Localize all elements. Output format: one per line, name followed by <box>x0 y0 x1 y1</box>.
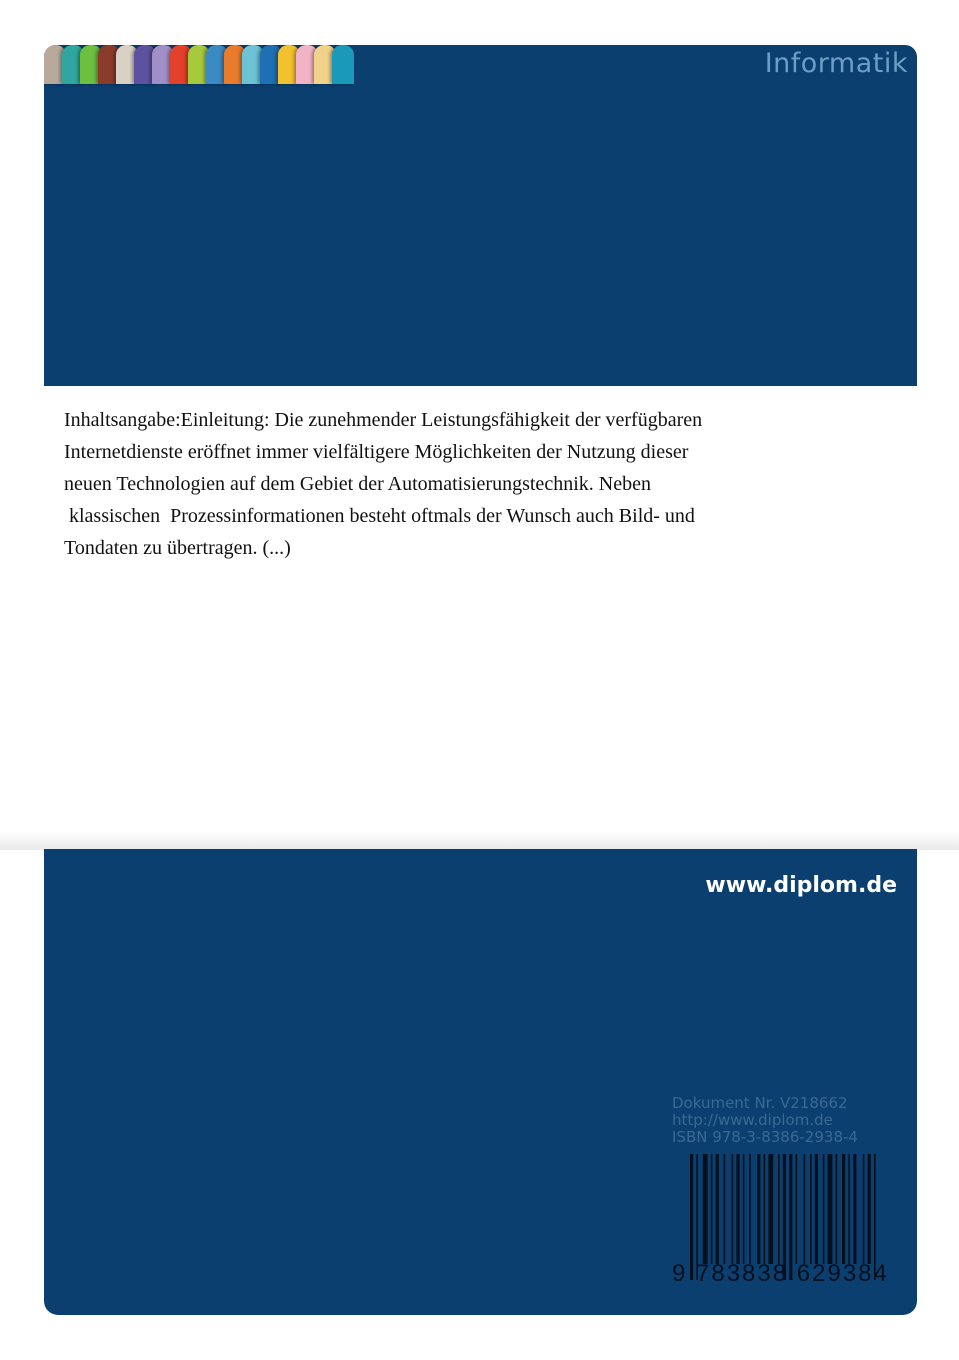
barcode-bar <box>796 1154 798 1264</box>
barcode-digits: 9 783838 629384 <box>672 1260 889 1287</box>
category-label: Informatik <box>764 48 908 79</box>
barcode-bar <box>842 1154 845 1264</box>
page-edge-shadow <box>0 832 959 850</box>
abstract-line: klassischen Prozessinformationen besteht oftmals der Wunsch auch Bild- und <box>64 505 695 527</box>
top-cover-panel <box>44 45 917 386</box>
barcode-bar <box>743 1154 745 1264</box>
barcode-bar <box>828 1154 833 1264</box>
barcode-bar <box>863 1154 865 1264</box>
abstract-line: Tondaten zu übertragen. (...) <box>64 537 291 559</box>
barcode-bar <box>778 1154 780 1264</box>
abstract-line: Inhaltsangabe:Einleitung: Die zunehmender Leistungsfähigkeit der verfügbaren <box>64 409 703 431</box>
website-label: www.diplom.de <box>705 873 897 898</box>
barcode-bar <box>815 1154 818 1264</box>
barcode-bar <box>768 1154 773 1264</box>
color-tabs-strip <box>44 45 374 84</box>
abstract-line: Internetdienste eröffnet immer vielfältigere Möglichkeiten der Nutzung dieser <box>64 441 689 463</box>
barcode-bar <box>711 1154 713 1264</box>
document-info <box>672 1095 858 1146</box>
barcode-bar <box>736 1154 739 1264</box>
barcode-bar <box>716 1154 719 1264</box>
barcode-bar <box>757 1154 760 1264</box>
barcode-bar <box>732 1154 734 1264</box>
barcode-bar <box>823 1154 825 1264</box>
barcode-bar <box>724 1154 726 1264</box>
barcode-bar <box>804 1154 806 1264</box>
abstract-line: neuen Technologien auf dem Gebiet der Automatisierungstechnik. Neben <box>64 473 651 495</box>
bottom-cover-panel <box>44 849 917 1315</box>
barcode-bar <box>836 1154 838 1264</box>
abstract-text <box>64 404 784 564</box>
barcode-bar <box>749 1154 751 1264</box>
barcode-bar <box>848 1154 850 1264</box>
document-number: Dokument Nr. V218662 <box>672 1094 848 1112</box>
barcode-bar <box>868 1154 871 1264</box>
isbn-label: ISBN 978-3-8386-2938-4 <box>672 1128 858 1146</box>
barcode-bar <box>764 1154 766 1264</box>
barcode-bar <box>853 1154 856 1264</box>
barcode-bar <box>810 1154 812 1264</box>
color-tab <box>332 45 354 84</box>
isbn-barcode <box>668 1154 898 1286</box>
document-url: http://www.diplom.de <box>672 1111 833 1129</box>
barcode-bar <box>703 1154 708 1264</box>
